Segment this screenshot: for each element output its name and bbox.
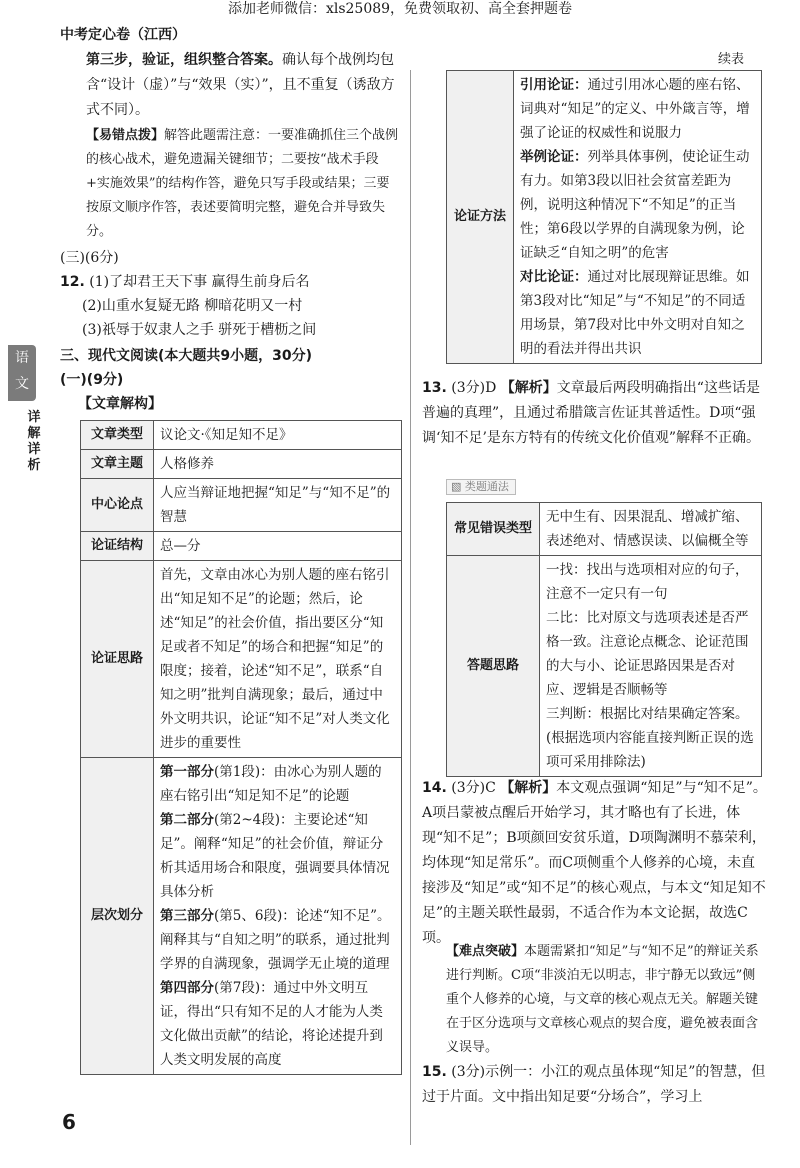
difficulty-block — [446, 940, 768, 1060]
q12-line-1: (1)了却君王天下事 赢得生前身后名 — [89, 274, 310, 290]
row-value: 人应当辩证地把握“知足”与“知不足”的智慧 — [154, 479, 402, 532]
table-row — [81, 532, 402, 561]
table-row — [447, 503, 762, 556]
layer-body: (第1段)：由冰心为别人题的座右铭引出“知足知不足”的论题 — [160, 764, 382, 804]
layer-body: (第2~4段)：主要论述“知足”。阐释“知足”的社会价值，辩证分析其适用场合和限度，强调要具体情况具体分析 — [160, 812, 390, 900]
table-row — [447, 71, 762, 364]
q15 — [422, 1060, 768, 1110]
analysis-table — [80, 420, 402, 1075]
row-value: 无中生有、因果混乱、增减扩缩、表述绝对、情感误读、以偏概全等 — [540, 503, 762, 556]
row-label: 中心论点 — [81, 479, 154, 532]
difficulty-head: 【难点突破】 — [446, 944, 525, 959]
side-label-char: 析 — [27, 458, 41, 473]
layer-head: 第四部分 — [160, 980, 214, 996]
layer-head: 第二部分 — [160, 812, 214, 828]
q13-tag: 【解析】 — [500, 380, 557, 396]
q14-body: 本文观点强调“知足”与“知不足”。A项吕蒙被点醒后开始学习，其才略也有了长进，体现“知不足”；B项颜回安贫乐道，D项陶渊明不慕荣利，均体现“知足常乐”。而C项侧重个人修养的心境，未直接涉及“知足”或“知不足”的核心观点，与本文“知足知不足”的主题关联性最弱，不适合作为本文论据，故选C项。 — [422, 780, 767, 946]
q12 — [60, 270, 410, 342]
table-row — [81, 450, 402, 479]
side-label-char: 解 — [27, 426, 41, 441]
tip-head: 【易错点拨】 — [86, 128, 165, 143]
layer-body: (第7段)：通过中外文明互证，得出“只有知不足的人才能为人类文化做出贡献”的结论，将论述提升到人类文明发展的高度 — [160, 980, 383, 1068]
side-label — [26, 410, 42, 474]
method-body: 列举具体事例，使论证生动有力。如第3段以旧社会贫富差距为例，说明这种情况下“不知足”的正当性；第6段以学界的自满现象为例，论证缺乏“自知之明”的危害 — [520, 149, 750, 261]
layer-head: 第一部分 — [160, 764, 214, 780]
type-method-badge — [446, 478, 516, 495]
method-head: 举例论证： — [520, 149, 588, 165]
part-3-heading: 三、现代文阅读(本大题共9小题，30分) — [60, 348, 313, 364]
method-table — [446, 70, 762, 364]
table-row — [81, 421, 402, 450]
step3-rest: 确认每个战例均包含“设计（虚）”与“效果（实）”，且不重复（诱敌方式不同）。 — [86, 52, 395, 118]
table-row — [81, 561, 402, 758]
table-row — [81, 479, 402, 532]
layer-body: (第5、6段)：论述“知不足”。阐释其与“自知之明”的联系，通过批判学界的自满现象，强调学无止境的道理 — [160, 908, 391, 972]
side-label-char: 详 — [27, 442, 41, 457]
method-head: 引用论证： — [520, 77, 588, 93]
type-method-label: ▧ 类题通法 — [446, 479, 516, 495]
q15-body: (3分)示例一：小江的观点虽体现“知足”的智慧，但过于片面。文中指出知足要“分场合”，学习上 — [422, 1064, 766, 1105]
type-method-text: 类题通法 — [464, 480, 509, 493]
q15-number: 15. — [422, 1064, 447, 1080]
top-banner: 添加老师微信：xls25089，免费领取初、高全套押题卷 — [227, 1, 573, 17]
tip-body: 解答此题需注意：一要准确抓住三个战例的核心战术，避免遗漏关键细节；二要按“战术手段+实施效果”的结构作答，避免只写手段或结果；三要按原文顺序作答，表述要简明完整，避免合并导致失分。 — [86, 128, 399, 239]
table-row — [447, 556, 762, 777]
q14-tag: 【解析】 — [500, 780, 557, 796]
q13-number: 13. — [422, 380, 447, 396]
difficulty-body: 本题需紧扣“知足”与“知不足”的辩证关系进行判断。C项“非淡泊无以明志，非宁静无以致远”侧重个人修养的心境，与文章的核心观点无关。解题关键在于区分选项与文章核心观点的契合度，避免被表面含义误导。 — [446, 944, 759, 1055]
q13-lead: (3分)D — [451, 380, 497, 396]
row-label: 论证结构 — [81, 532, 154, 561]
table-row — [81, 758, 402, 1075]
answer-table — [446, 502, 762, 777]
method-head: 对比论证： — [520, 269, 588, 285]
row-label: 文章主题 — [81, 450, 154, 479]
header-title: 中考定心卷（江西） — [60, 27, 186, 43]
q13-body: 文章最后两段明确指出“这些话是普遍的真理”，且通过希腊箴言佐证其普适性。D项“强调‘知不足’是东方特有的传统文化价值观”解释不正确。 — [422, 380, 761, 446]
q12-line-3: (3)祇辱于奴隶人之手 骈死于槽枥之间 — [82, 322, 317, 338]
subject-tab-char-2: 文 — [15, 376, 29, 392]
q14-number: 14. — [422, 780, 447, 796]
row-label: 层次划分 — [81, 758, 154, 1075]
continued-label: 续表 — [718, 52, 745, 67]
step3-head: 第三步，验证，组织整合答案。 — [86, 52, 282, 68]
tip-block — [86, 124, 402, 244]
subject-tab[interactable] — [8, 345, 36, 401]
row-value — [154, 758, 402, 1075]
method-body: 通过对比展现辩证思维。如第3段对比“知足”与“不知足”的不同适用场景，第7段对比中外文明对自知之明的看法并得出共识 — [520, 269, 750, 357]
method-body: 通过引用冰心题的座右铭、词典对“知足”的定义、中外箴言等，增强了论证的权威性和说服力 — [520, 77, 750, 141]
row-value: 总—分 — [154, 532, 402, 561]
sub-1-heading: (一)(9分) — [60, 372, 124, 388]
layer-head: 第三部分 — [160, 908, 214, 924]
analysis-title: 【文章解构】 — [78, 396, 162, 412]
q14 — [422, 776, 768, 951]
column-divider — [410, 70, 411, 1145]
row-value: 一找：找出与选项相对应的句子，注意不一定只有一句 二比：比对原文与选项表述是否严格一致。注意论点概念、论证范围的大与小、论证思路因果是否对应、逻辑是否顺畅等 三判断：根据比对结果确定答案。(根据选项内容能直接判断正误的选项可采用排除法) — [540, 556, 762, 777]
row-label: 常见错误类型 — [447, 503, 540, 556]
row-label: 文章类型 — [81, 421, 154, 450]
page-number: 6 — [62, 1110, 76, 1134]
row-value: 议论文·《知足知不足》 — [154, 421, 402, 450]
q14-lead: (3分)C — [451, 780, 496, 796]
q12-number: 12. — [60, 274, 85, 290]
row-value — [514, 71, 762, 364]
q13 — [422, 376, 768, 451]
q12-line-2: (2)山重水复疑无路 柳暗花明又一村 — [82, 298, 303, 314]
row-value: 首先，文章由冰心为别人题的座右铭引出“知足知不足”的论题；然后，论述“知足”的社会价值，指出要区分“知足或者不知足”的场合和把握“知足”的限度；接着，论述“知不足”，联系“自知之明”批判自满现象；最后，通过中外文明共识，论证“知不足”对人类文化进步的重要性 — [154, 561, 402, 758]
row-value: 人格修养 — [154, 450, 402, 479]
row-label: 答题思路 — [447, 556, 540, 777]
row-label: 论证思路 — [81, 561, 154, 758]
subject-tab-char-1: 语 — [15, 350, 29, 366]
side-label-char: 详 — [27, 410, 41, 425]
section-3-heading: (三)(6分) — [60, 250, 119, 266]
left-step3 — [86, 48, 402, 123]
row-label: 论证方法 — [447, 71, 514, 364]
